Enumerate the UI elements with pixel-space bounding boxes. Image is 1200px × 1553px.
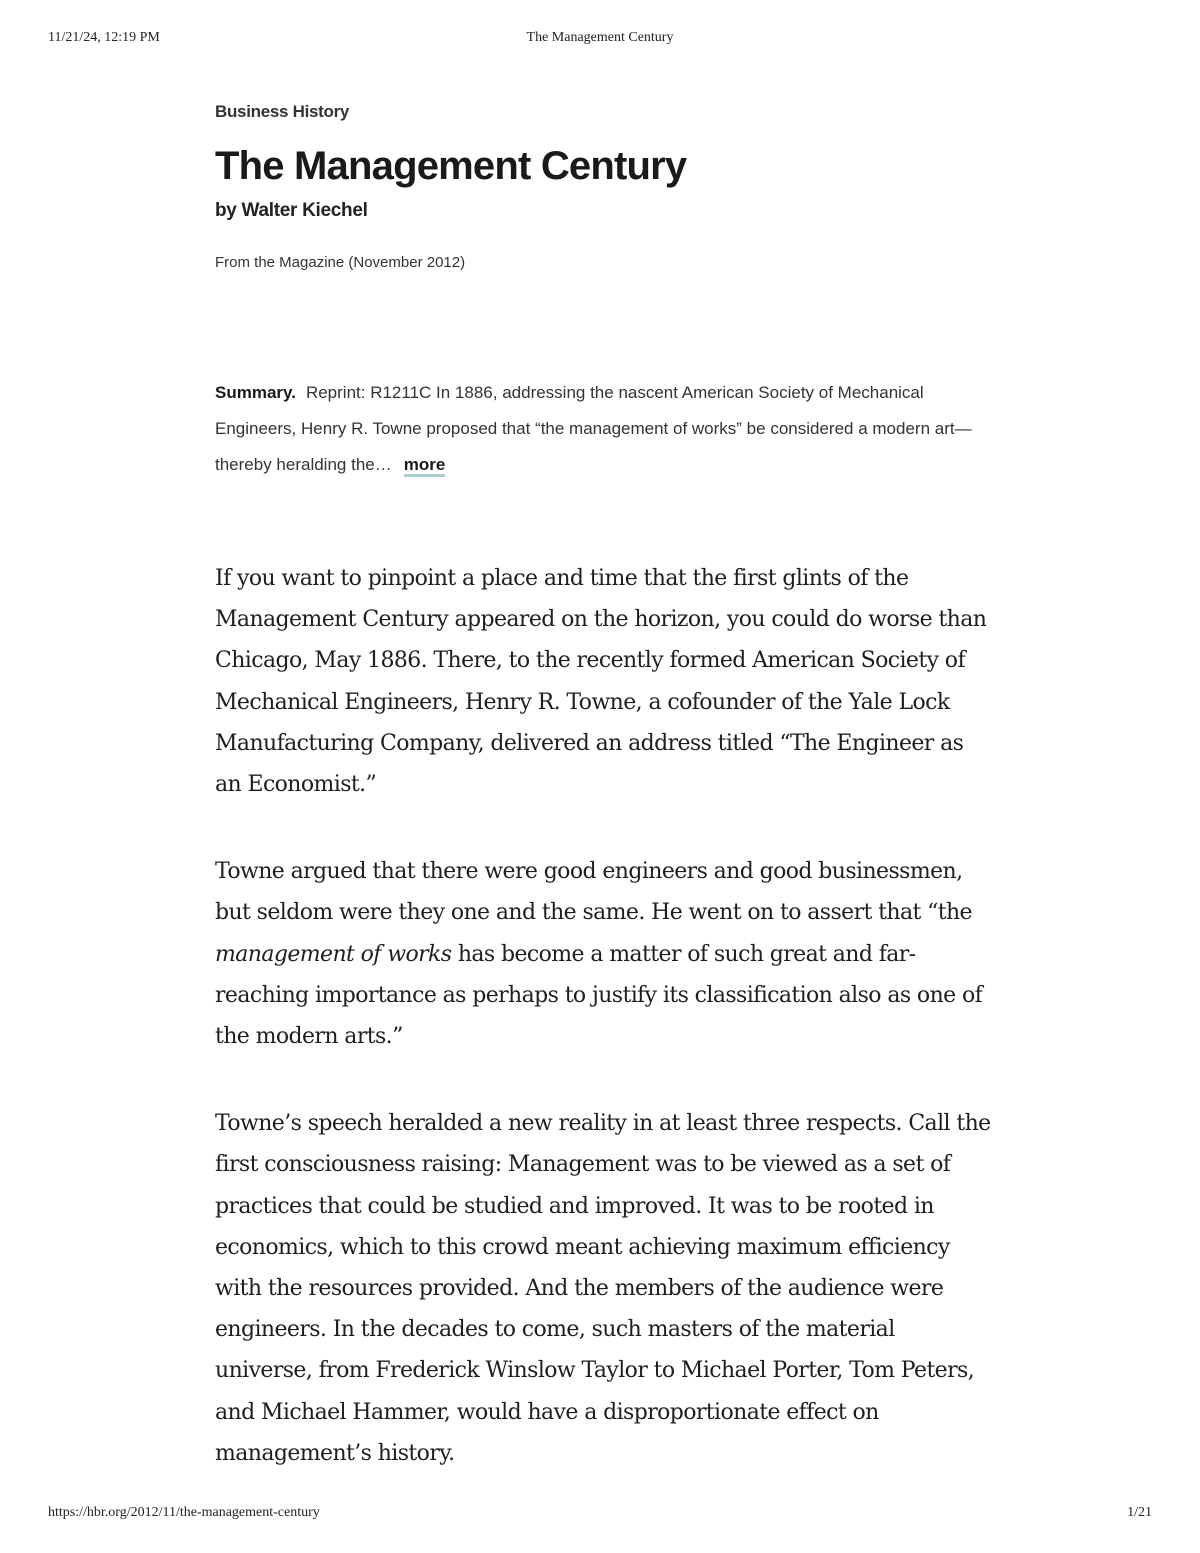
author-byline[interactable]: by Walter Kiechel bbox=[215, 200, 368, 221]
paragraph-text: has become a matter of such great and far-reaching importance as perhaps to justify its classification also as one of the modern arts.” bbox=[215, 941, 983, 1050]
article-source: From the Magazine (November 2012) bbox=[215, 254, 466, 271]
article-title: The Management Century bbox=[215, 144, 687, 188]
body-paragraph-3: Towne’s speech heralded a new reality in at least three respects. Call the first consciousness raising: Management was to be viewed as a set of practices that could be studied and improved. It was to be rooted in economics, which to this crowd meant achieving maximum efficiency with the resources provided. And the members of the audience were engineers. In the decades to come, such masters of the material universe, from Frederick Winslow Taylor to Michael Porter, Tom Peters, and Michael Hammer, would have a disproportionate effect on management’s history. bbox=[215, 1111, 991, 1466]
body-paragraph-2 bbox=[215, 851, 995, 1057]
paragraph-text: Towne argued that there were good engineers and good businessmen, but seldom were they one and the same. He went on to assert that “the bbox=[215, 859, 972, 926]
print-header bbox=[0, 30, 1200, 50]
summary-more-link[interactable]: more bbox=[404, 455, 446, 477]
print-page-number: 1/21 bbox=[1127, 1505, 1152, 1520]
print-footer bbox=[0, 1505, 1200, 1525]
print-url: https://hbr.org/2012/11/the-management-century bbox=[48, 1505, 320, 1520]
print-datetime: 11/21/24, 12:19 PM bbox=[48, 30, 160, 45]
emphasis-text: management of works bbox=[215, 941, 452, 967]
topic-link[interactable]: Business History bbox=[215, 102, 350, 121]
summary-text: Reprint: R1211C In 1886, addressing the nascent American Society of Mechanical Engineers, Henry R. Towne proposed that “the management of works” be considered a modern art—thereby heralding the… bbox=[215, 383, 972, 474]
summary bbox=[215, 375, 985, 483]
summary-label: Summary. bbox=[215, 383, 296, 402]
print-page-title: The Management Century bbox=[526, 30, 674, 45]
body-paragraph-1: If you want to pinpoint a place and time that the first glints of the Management Century appeared on the horizon, you could do worse than Chicago, May 1886. There, to the recently formed American Society of Mechanical Engineers, Henry R. Towne, a cofounder of the Yale Lock Manufacturing Company, delivered an address titled “The Engineer as an Economist.” bbox=[215, 566, 987, 798]
article bbox=[215, 100, 995, 1474]
